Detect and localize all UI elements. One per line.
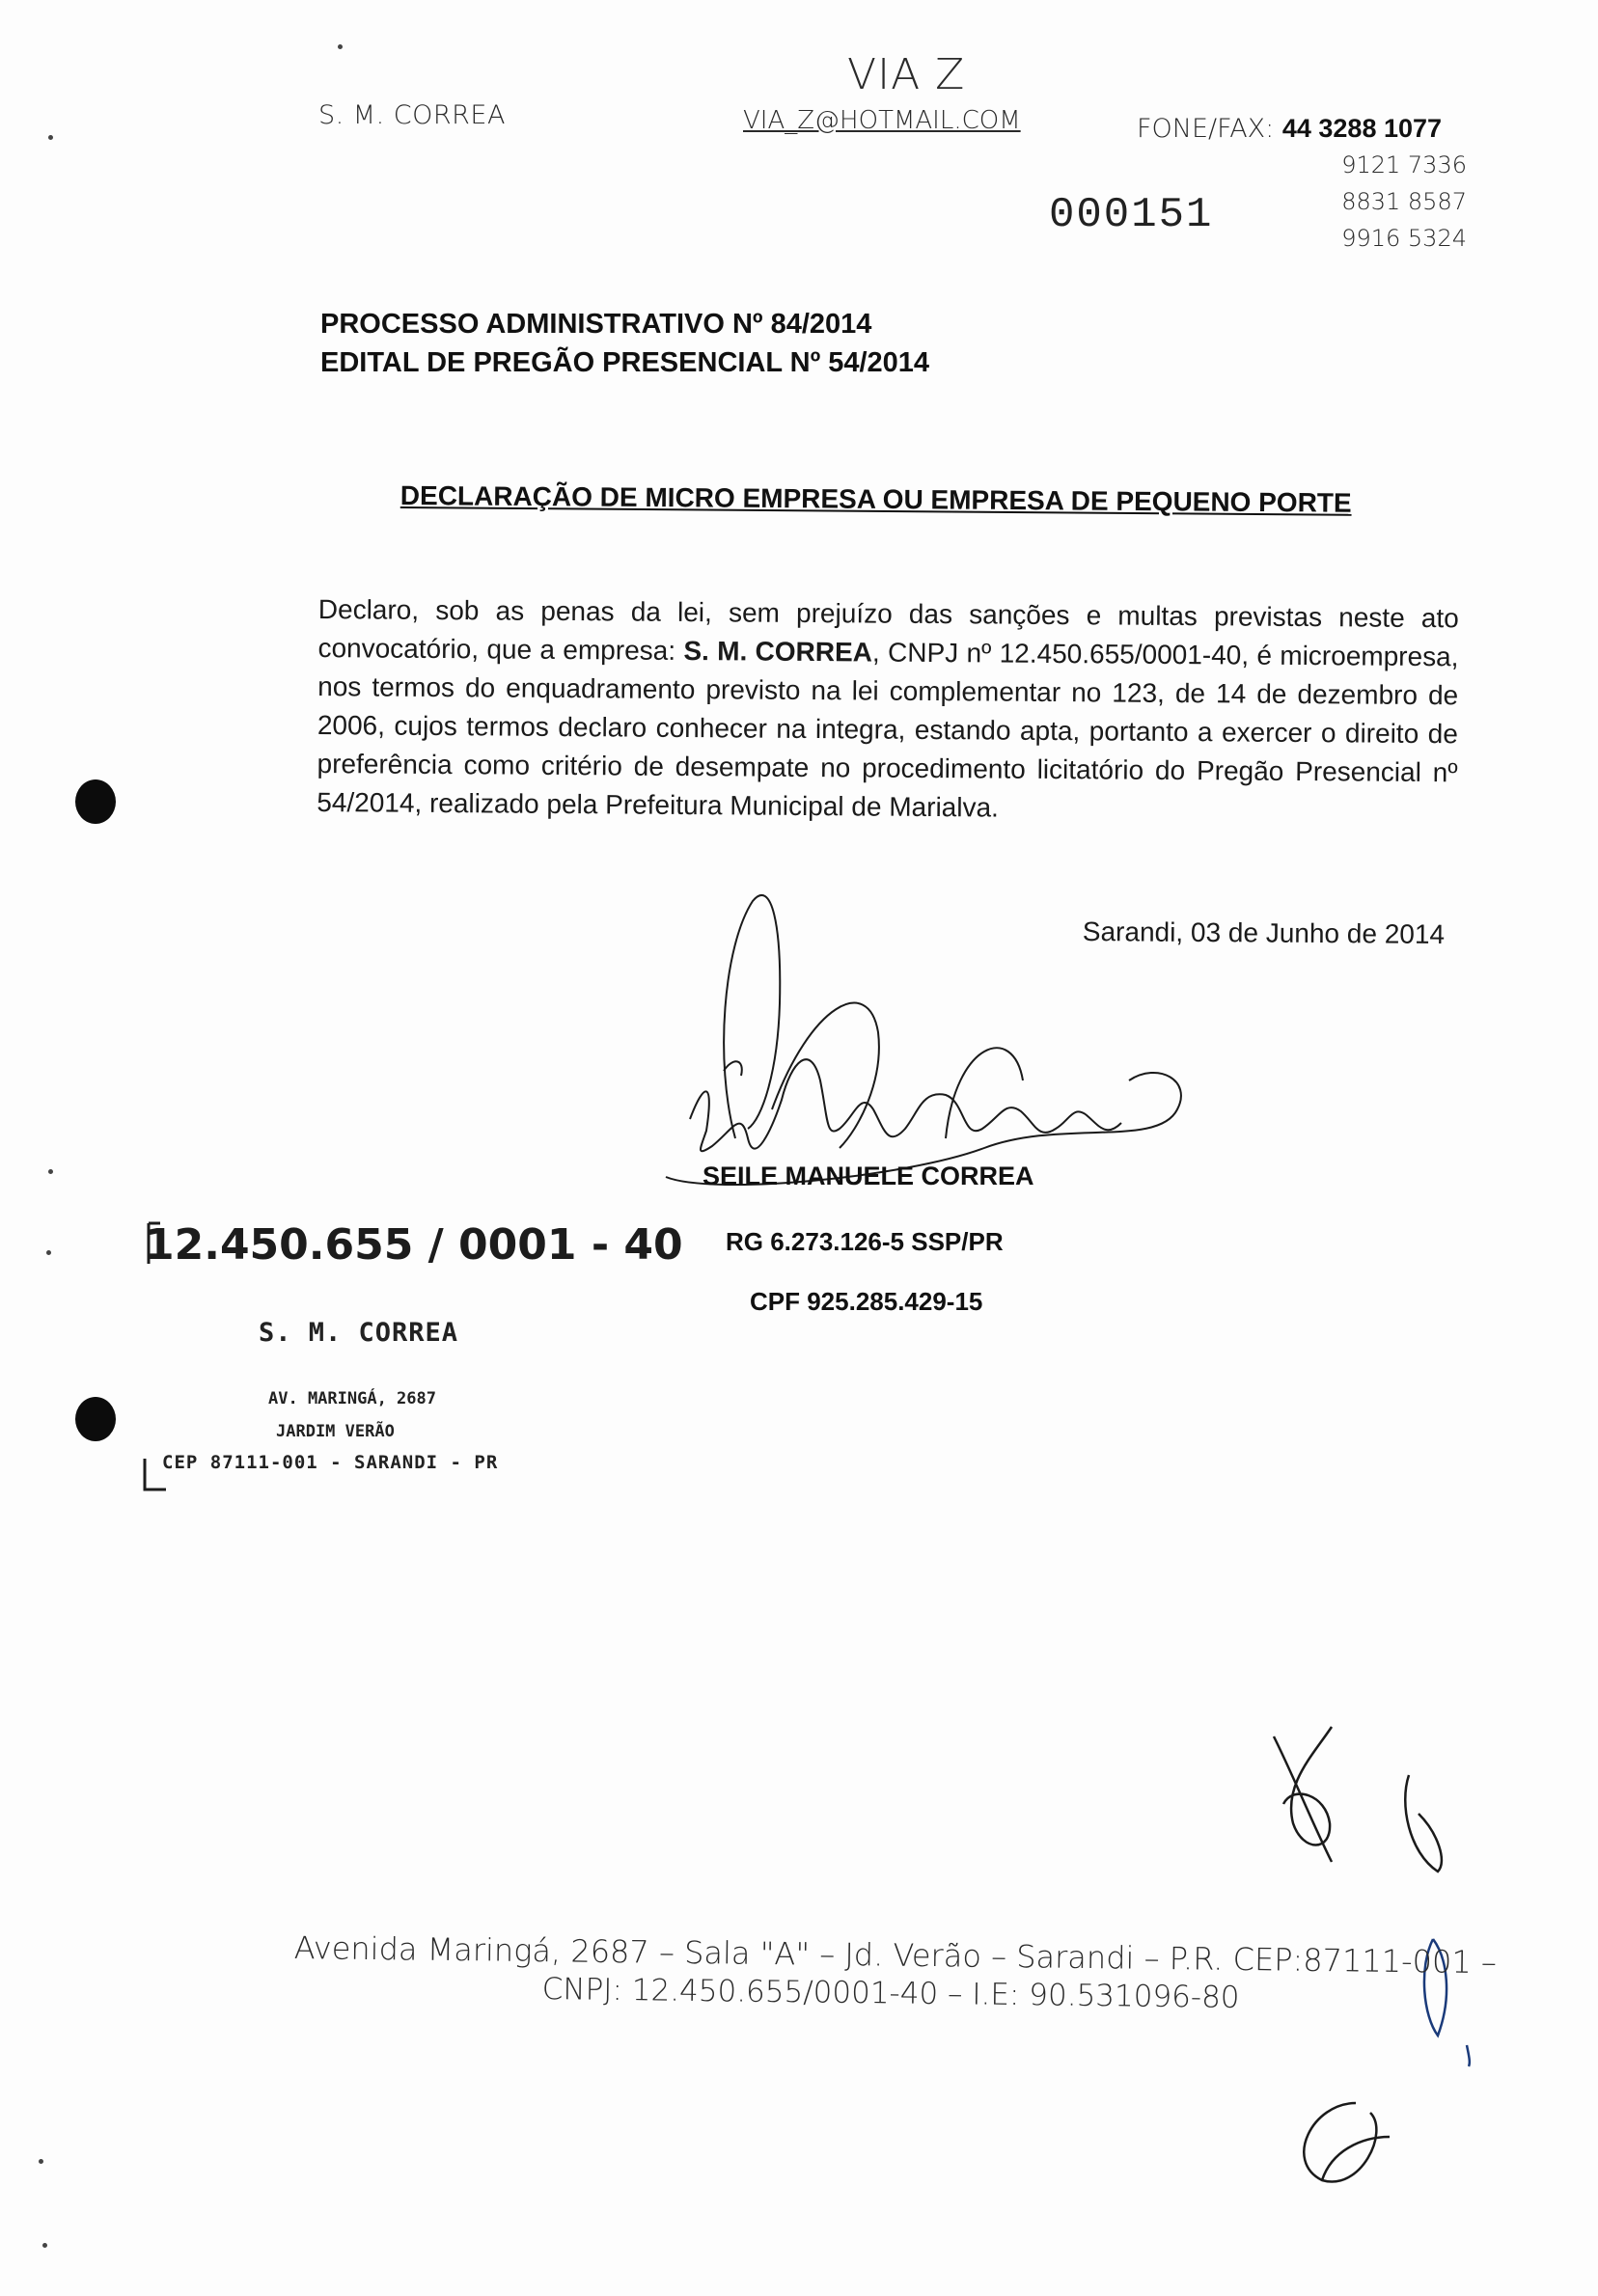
phone-number: 8831 8587 [1341, 188, 1467, 215]
letterhead-company: S. M. CORREA [318, 100, 506, 130]
scan-speck [48, 1169, 53, 1174]
edital-line: EDITAL DE PREGÃO PRESENCIAL Nº 54/2014 [320, 347, 930, 378]
phone-main: 44 3288 1077 [1281, 114, 1443, 143]
letterhead-phone [1137, 114, 1442, 144]
signer-name: SEILE MANUELE CORREA [703, 1162, 1034, 1190]
footer-address: Avenida Maringá, 2687 – Sala "A" – Jd. Verão – Sarandi – P.R. CEP:87111-001 – [293, 1929, 1498, 1982]
phone-number: 9121 7336 [1341, 151, 1467, 178]
document-title: DECLARAÇÃO DE MICRO EMPRESA OU EMPRESA DE PEQUENO PORTE [400, 480, 1352, 518]
letterhead-brand: VIA Z [847, 50, 966, 99]
stamp-company: S. M. CORREA [259, 1318, 459, 1348]
letterhead-phone-list [1332, 147, 1467, 257]
place-and-date: Sarandi, 03 de Junho de 2014 [1082, 916, 1446, 949]
declaration-paragraph [317, 590, 1459, 831]
stamp-address-street: AV. MARINGÁ, 2687 [268, 1389, 436, 1408]
phone-label: FONE/FAX: [1137, 114, 1275, 144]
paragraph-rest: , CNPJ nº 12.450.655/0001-40, é microempresa, nos termos do enquadramento previsto na lei complementar no 123, de 14 de dezembro de 2006, cujos termos declaro conhecer na integra, estando apta, portanto a exercer o direito de preferência como critério de desempate no procedimento licitatório do Pregão Presencial nº 54/2014, realizado pela Prefeitura Municipal de Marialva. [317, 637, 1459, 823]
scan-speck [46, 1250, 51, 1255]
process-heading [320, 305, 929, 382]
scan-speck [338, 44, 343, 49]
punch-hole-bottom [75, 1397, 116, 1441]
punch-hole-top [75, 779, 116, 824]
protocol-number: 000151 [1049, 191, 1214, 239]
process-line: PROCESSO ADMINISTRATIVO Nº 84/2014 [320, 309, 872, 340]
stamp-address-city: CEP 87111-001 - SARANDI - PR [162, 1452, 499, 1473]
scan-speck [42, 2243, 47, 2248]
paragraph-intro: Declaro, sob as penas da lei, sem prejuízo das sanções e multas previstas neste ato convocatório, que a empresa: [317, 593, 1459, 666]
phone-number: 9916 5324 [1341, 225, 1467, 252]
scan-speck [39, 2159, 43, 2164]
stamp-cnpj: 12.450.655 / 0001 - 40 [145, 1220, 683, 1270]
stamp-address-district: JARDIM VERÃO [276, 1422, 395, 1441]
scan-speck [48, 135, 53, 140]
paragraph-company: S. M. CORREA [683, 635, 873, 668]
footer-registration: CNPJ: 12.450.655/0001-40 – I.E: 90.531096-80 [541, 1972, 1240, 2015]
letterhead-email: VIA_Z@HOTMAIL.COM [743, 106, 1021, 135]
signer-rg: RG 6.273.126-5 SSP/PR [726, 1227, 1004, 1256]
signer-cpf: CPF 925.285.429-15 [750, 1287, 983, 1316]
handwritten-initials [1254, 1717, 1486, 1891]
